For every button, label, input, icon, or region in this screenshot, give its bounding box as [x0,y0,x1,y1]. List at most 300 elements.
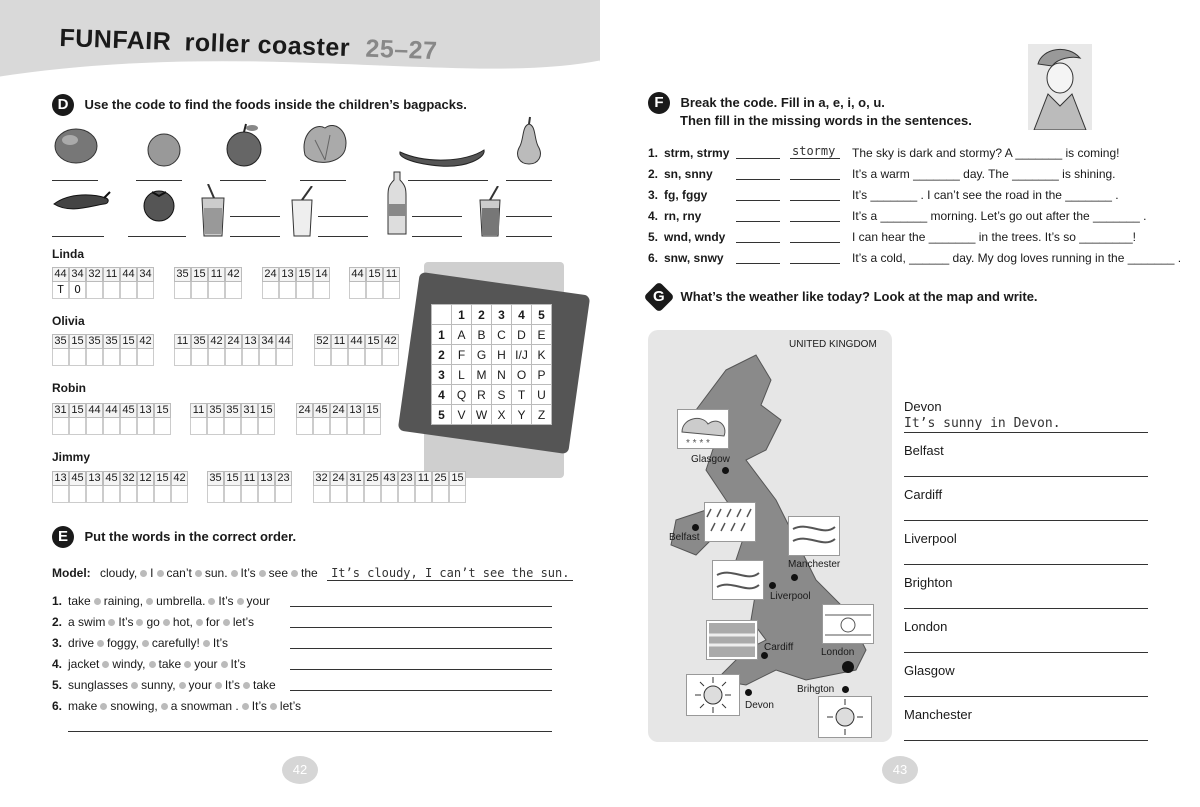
f-blank[interactable] [790,158,840,159]
item-word: drive [68,636,95,650]
code-column [313,267,330,299]
f-row-code: rn, rny [664,209,702,223]
code-answer-box[interactable] [383,282,400,299]
code-answer-box[interactable] [331,349,348,366]
word-separator-dot [196,619,203,626]
code-answer-box[interactable] [330,486,347,503]
model-word: cloudy, [100,566,138,580]
code-column [382,334,399,366]
wind-icon-2-graphic [713,561,763,599]
f-blank[interactable] [790,242,840,243]
code-column [154,403,171,435]
code-column [224,403,241,435]
code-column [347,403,364,435]
city-label-london: London [821,647,855,658]
answer-blank[interactable] [318,216,368,217]
f-sentence: The sky is dark and stormy? A _______ is coming! [852,146,1120,160]
word-separator-dot [270,703,277,710]
word-separator-dot [203,640,210,647]
code-answer-box[interactable] [154,418,171,435]
word-separator-dot [231,570,238,577]
grid-cell: O [512,365,532,385]
code-number: 13 [258,471,275,486]
answer-blank[interactable] [136,180,182,181]
code-answer-box[interactable] [415,486,432,503]
code-grid [431,304,552,425]
code-group [174,267,242,299]
child-name: Jimmy [52,450,91,464]
word-separator-dot [142,640,149,647]
code-answer-box[interactable] [154,486,171,503]
answer-line[interactable] [290,606,552,607]
code-column [86,334,103,366]
g-answer-label: Cardiff [904,487,943,502]
code-answer-box[interactable] [86,418,103,435]
code-column [86,267,103,299]
code-answer-box[interactable] [366,282,383,299]
item-word: It’s [230,657,246,671]
item-word: go [146,615,160,629]
g-answer-label: London [904,619,948,634]
code-group [52,471,188,503]
code-answer-box[interactable] [348,349,365,366]
code-answer-box[interactable] [276,349,293,366]
code-number: 44 [276,334,293,349]
code-answer-box[interactable] [52,486,69,503]
code-answer-box[interactable] [432,486,449,503]
model-word: see [268,566,289,580]
code-column [191,334,208,366]
code-answer-box[interactable] [120,486,137,503]
code-column [137,471,154,503]
code-number: 24 [262,267,279,282]
pear-icon [512,116,546,166]
g-answer-value[interactable]: It’s sunny in Devon. [904,416,1061,431]
code-column [259,334,276,366]
child-name: Robin [52,381,86,395]
code-answer-box[interactable] [171,486,188,503]
grid-cell: X [492,405,512,425]
grid-row [432,325,552,345]
section-d-instruction: Use the code to find the foods inside the children’s bagpacks. [84,97,467,113]
code-answer-box[interactable] [120,349,137,366]
code-number: 15 [224,471,241,486]
g-answer-line[interactable] [904,476,1148,477]
sun-icon-2-graphic [819,697,871,737]
code-answer-box[interactable] [365,349,382,366]
code-number: 35 [207,403,224,418]
g-answer-label: Belfast [904,443,944,458]
g-answer-label: Liverpool [904,531,957,546]
grid-row-header: 3 [432,365,452,385]
code-answer-box[interactable] [225,282,242,299]
grid-cell: D [512,325,532,345]
section-g-instruction: What’s the weather like today? Look at the map and write. [680,289,1038,305]
grid-cell: V [452,405,472,425]
answer-blank[interactable] [220,180,266,181]
grid-cell: N [492,365,512,385]
g-answer-label: Devon [904,399,942,414]
g-answer-line[interactable] [904,520,1148,521]
code-answer-box[interactable] [224,418,241,435]
city-label-liverpool: Liverpool [770,591,811,602]
grid-cell: U [532,385,552,405]
code-answer-box[interactable] [296,282,313,299]
code-number: 42 [171,471,188,486]
f-answer: stormy [792,144,836,158]
code-column [52,267,69,299]
f-blank[interactable] [736,221,780,222]
grid-row-header: 5 [432,405,452,425]
code-answer-box[interactable] [364,486,381,503]
grid-cell: C [492,325,512,345]
model-word: sun. [204,566,228,580]
code-answer-box[interactable] [103,486,120,503]
answer-blank[interactable] [52,236,104,237]
code-column [103,471,120,503]
f-sentence: I can hear the _______ in the trees. It’s so ________! [852,230,1136,244]
code-answer-box[interactable] [314,349,331,366]
milk-glass-icon [288,186,316,238]
code-answer-box[interactable] [137,349,154,366]
answer-blank[interactable] [506,236,552,237]
section-e-header [52,526,296,548]
code-answer-box[interactable] [190,418,207,435]
f-blank[interactable] [790,263,840,264]
code-answer-box[interactable] [259,349,276,366]
word-separator-dot [136,619,143,626]
section-e-badge: E [52,526,74,548]
code-number: 35 [174,267,191,282]
code-answer-box[interactable] [208,349,225,366]
f-row-number: 6. [648,251,659,265]
answer-line[interactable] [290,627,552,628]
item-word: It’s [224,678,240,692]
code-column [432,471,449,503]
code-number: 14 [313,267,330,282]
grid-cell: Y [512,405,532,425]
code-number: 23 [275,471,292,486]
code-answer-box[interactable] [120,418,137,435]
code-number: 31 [241,403,258,418]
answer-blank[interactable] [506,216,552,217]
word-separator-dot [223,619,230,626]
wind-icon-2 [712,560,764,600]
code-answer-box[interactable] [69,349,86,366]
grid-cell: M [472,365,492,385]
model-label: Model: [52,566,91,580]
grid-cell: W [472,405,492,425]
code-answer-box[interactable] [103,282,120,299]
answer-blank[interactable] [318,236,368,237]
item-number: 3. [52,636,63,650]
code-answer-box[interactable] [347,418,364,435]
code-number: 11 [190,403,207,418]
answer-blank[interactable] [506,180,552,181]
answer-blank[interactable] [230,236,280,237]
grid-cell: Q [452,385,472,405]
code-number: 11 [415,471,432,486]
grid-cell: H [492,345,512,365]
item-word: sunglasses [68,678,129,692]
item-word: your [188,678,212,692]
code-answer-box[interactable] [258,486,275,503]
model-sentence [52,566,573,580]
answer-blank[interactable] [230,216,280,217]
grid-row [432,365,552,385]
code-column [69,403,86,435]
code-answer-box[interactable] [86,349,103,366]
code-number: 15 [120,334,137,349]
word-separator-dot [259,570,266,577]
code-number: 24 [330,403,347,418]
code-group [52,334,154,366]
svg-text:* * * *: * * * * [686,438,710,448]
code-number: 15 [69,403,86,418]
word-separator-dot [237,598,244,605]
code-column [52,334,69,366]
word-separator-dot [157,570,164,577]
code-number: 15 [69,334,86,349]
answer-line[interactable] [290,669,552,670]
code-number: 15 [366,267,383,282]
answer-line[interactable] [68,731,552,732]
meat-icon [52,124,100,168]
answer-line[interactable] [290,690,552,691]
code-answer-box[interactable] [137,418,154,435]
code-number: 15 [258,403,275,418]
code-answer-box[interactable] [382,349,399,366]
g-answer-line[interactable] [904,696,1148,697]
item-word: It’s [118,615,134,629]
code-group [174,334,293,366]
answer-blank[interactable] [412,236,462,237]
code-answer-box[interactable] [174,282,191,299]
code-column [258,403,275,435]
code-answer-box[interactable] [69,418,86,435]
section-g-header [648,286,1038,308]
code-answer-box[interactable] [208,282,225,299]
code-answer-box[interactable] [52,349,69,366]
peach-icon [146,132,182,168]
page-number-left: 42 [282,756,318,784]
code-answer-box[interactable] [52,418,69,435]
code-answer-box[interactable] [103,349,120,366]
f-sentence: It’s a _______ morning. Let’s go out after the _______ . [852,209,1147,223]
item-number: 6. [52,699,63,713]
answer-blank[interactable] [128,236,186,237]
code-column [208,334,225,366]
child-name: Olivia [52,314,85,328]
section-d-header [52,94,467,116]
item-number: 4. [52,657,63,671]
code-number: 32 [86,267,103,282]
code-column [174,334,191,366]
code-answer-box[interactable] [313,418,330,435]
f-blank[interactable] [790,200,840,201]
code-number: 44 [120,267,137,282]
word-separator-dot [291,570,298,577]
f-row-code: strm, strmy [664,146,730,160]
grid-cell: B [472,325,492,345]
code-answer-box[interactable] [224,486,241,503]
f-blank[interactable] [736,263,780,264]
code-answer-box[interactable] [174,349,191,366]
code-number: 45 [69,471,86,486]
code-number: 45 [103,471,120,486]
answer-blank[interactable] [52,180,98,181]
f-blank[interactable] [790,179,840,180]
code-answer-box[interactable] [313,486,330,503]
g-answer-line[interactable] [904,740,1148,741]
code-answer-box[interactable] [349,282,366,299]
code-group [349,267,400,299]
code-answer-box[interactable] [279,282,296,299]
word-order-item [52,699,301,713]
city-label-glasgow: Glasgow [691,454,730,465]
code-answer-box[interactable]: O [69,282,86,299]
code-column [313,471,330,503]
code-number: 44 [103,403,120,418]
snow-icon-graphic [678,410,728,448]
code-answer-box[interactable] [258,418,275,435]
item-word: carefully! [151,636,200,650]
code-answer-box[interactable] [86,486,103,503]
g-answer-line[interactable] [904,432,1148,433]
word-separator-dot [184,661,191,668]
grid-cell: K [532,345,552,365]
pepper-icon [50,188,112,218]
code-number: 24 [225,334,242,349]
f-blank[interactable] [736,200,780,201]
answer-blank[interactable] [300,180,346,181]
item-word: let’s [232,615,254,629]
code-number: 11 [174,334,191,349]
grid-row-header: 2 [432,345,452,365]
code-answer-box[interactable] [120,282,137,299]
code-number: 13 [347,403,364,418]
answer-line[interactable] [290,648,552,649]
g-answer-line[interactable] [904,608,1148,609]
grid-cell: S [492,385,512,405]
item-word: for [205,615,220,629]
f-row-code: sn, snny [664,167,713,181]
word-separator-dot [131,682,138,689]
code-column [330,403,347,435]
code-answer-box[interactable] [137,282,154,299]
fog-icon [706,620,758,660]
code-answer-box[interactable] [225,349,242,366]
item-word: make [68,699,98,713]
code-column [103,334,120,366]
map-title: UNITED KINGDOM [789,339,877,350]
code-column [174,267,191,299]
code-column [120,267,137,299]
belfast-dot [692,524,699,531]
code-answer-box[interactable] [191,282,208,299]
code-answer-box[interactable] [137,486,154,503]
code-number: 11 [208,267,225,282]
fog-icon-graphic [707,621,757,659]
g-answer-line[interactable] [904,652,1148,653]
f-row-code: fg, fggy [664,188,708,202]
code-answer-box[interactable] [207,486,224,503]
code-number: 15 [449,471,466,486]
answer-blank[interactable] [408,180,488,181]
grid-col-header: 5 [532,305,552,325]
code-answer-box[interactable] [241,486,258,503]
item-word: windy, [112,657,146,671]
grid-cell: P [532,365,552,385]
item-word: take [68,594,91,608]
code-number: 25 [432,471,449,486]
section-d-badge: D [52,94,74,116]
item-word: raining, [103,594,144,608]
code-number: 42 [137,334,154,349]
code-column [347,471,364,503]
answer-blank[interactable] [412,216,462,217]
sun-icon [686,674,740,716]
code-answer-box[interactable] [241,418,258,435]
grid-cell: A [452,325,472,345]
code-number: 43 [381,471,398,486]
code-answer-box[interactable] [347,486,364,503]
code-answer-box[interactable] [69,486,86,503]
f-sentence: It’s a cold, ______ day. My dog loves running in the _______ . [852,251,1182,265]
grid-cell: E [532,325,552,345]
code-number: 24 [330,471,347,486]
code-column [69,471,86,503]
code-answer-box[interactable] [242,349,259,366]
code-column [242,334,259,366]
f-blank[interactable] [736,242,780,243]
word-order-item [52,636,228,650]
f-blank[interactable] [790,221,840,222]
code-column [190,403,207,435]
code-column [398,471,415,503]
rain-icon-graphic [705,503,755,541]
code-column [364,471,381,503]
code-answer-box[interactable] [191,349,208,366]
code-answer-box[interactable] [381,486,398,503]
code-number: 44 [349,267,366,282]
f-row-number: 2. [648,167,659,181]
word-separator-dot [179,682,186,689]
code-answer-box[interactable] [103,418,120,435]
code-answer-box[interactable] [330,418,347,435]
grid-cell: F [452,345,472,365]
code-answer-box[interactable] [313,282,330,299]
code-answer-box[interactable] [262,282,279,299]
f-blank[interactable] [736,158,780,159]
g-answer-line[interactable] [904,564,1148,565]
code-answer-box[interactable] [449,486,466,503]
code-answer-box[interactable] [275,486,292,503]
code-group [52,403,171,435]
code-answer-box[interactable] [296,418,313,435]
grid-cell: R [472,385,492,405]
word-separator-dot [149,661,156,668]
f-blank[interactable] [736,179,780,180]
code-number: 45 [313,403,330,418]
g-answer-label: Glasgow [904,663,955,678]
code-answer-box[interactable] [86,282,103,299]
code-answer-box[interactable]: T [52,282,69,299]
code-answer-box[interactable] [398,486,415,503]
code-answer-box[interactable] [364,418,381,435]
word-separator-dot [242,703,249,710]
code-answer-box[interactable] [207,418,224,435]
